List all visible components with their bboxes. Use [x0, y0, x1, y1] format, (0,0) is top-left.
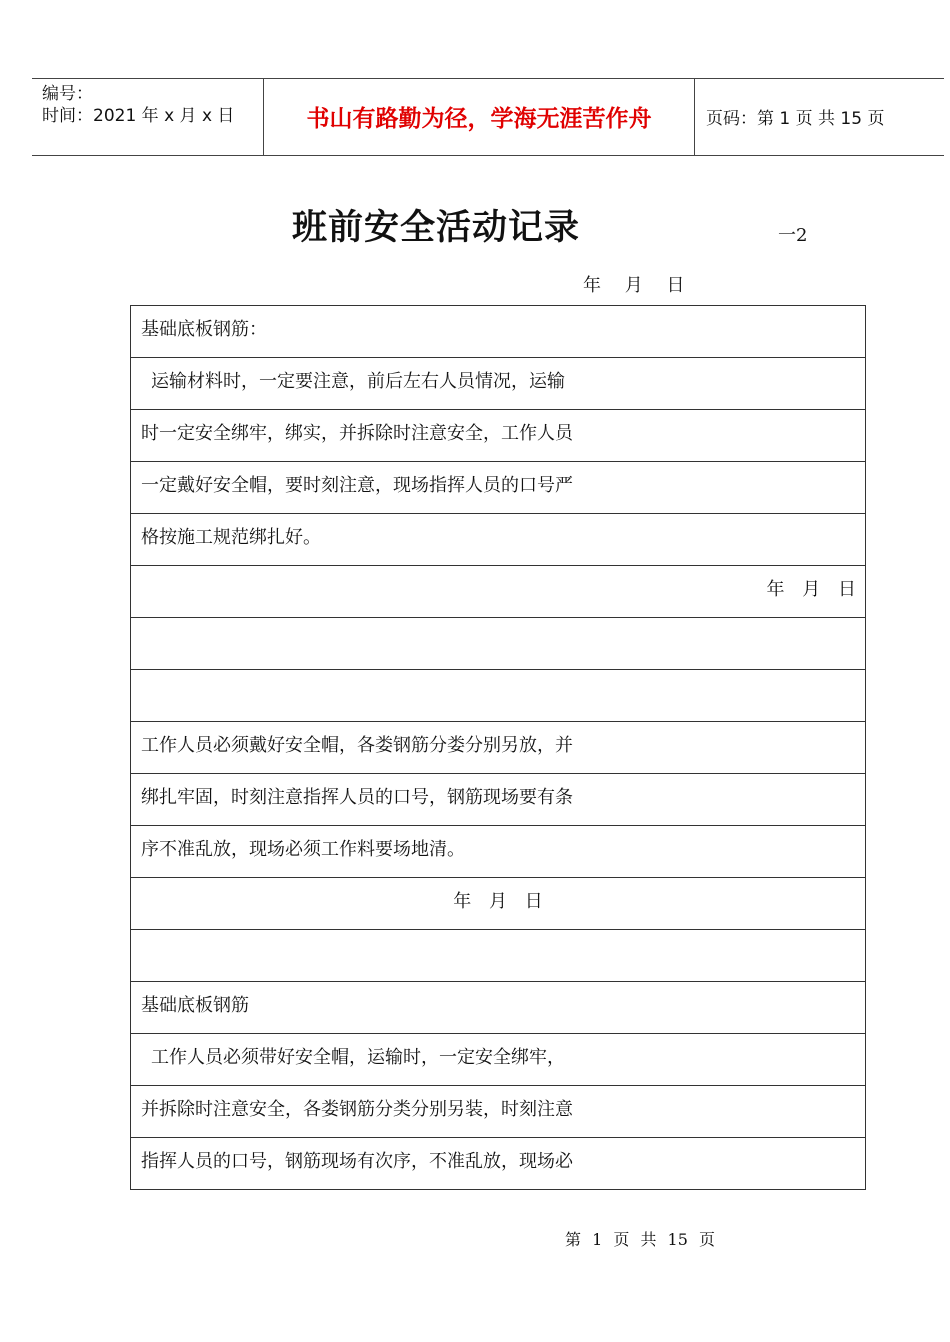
document-header	[32, 78, 944, 156]
cell-text: 并拆除时注意安全，各娄钢筋分类分别另装，时刻注意	[141, 1099, 573, 1120]
page-info: 页码：第 1 页 共 15 页	[706, 109, 885, 129]
cell-text: 运输材料时，一定要注意，前后左右人员情况，运输	[151, 371, 565, 392]
cell-text: 基础底板钢筋：	[141, 319, 267, 340]
table-row	[131, 514, 865, 566]
table-row	[131, 410, 865, 462]
table-row	[131, 826, 865, 878]
cell-text: 基础底板钢筋	[141, 995, 249, 1016]
table-row	[131, 566, 865, 618]
record-table	[130, 305, 866, 1190]
record-date: 年 月 日	[583, 275, 685, 296]
table-row	[131, 878, 865, 930]
table-row	[131, 358, 865, 410]
table-row	[131, 462, 865, 514]
table-row	[131, 982, 865, 1034]
table-row	[131, 1086, 865, 1138]
table-row	[131, 306, 865, 358]
table-row	[131, 1034, 865, 1086]
header-motto-cell	[264, 79, 695, 155]
header-info-cell	[32, 79, 264, 155]
table-row	[131, 774, 865, 826]
page-footer: 第 1 页 共 15 页	[565, 1230, 715, 1249]
cell-text: 绑扎牢固，时刻注意指挥人员的口号，钢筋现场要有条	[141, 787, 573, 808]
cell-text: 格按施工规范绑扎好。	[141, 527, 321, 548]
time-label: 时间：2021 年 x 月 x 日	[42, 106, 235, 126]
motto-text: 书山有路勤为径，学海无涯苦作舟	[306, 106, 652, 132]
cell-text: 工作人员必须戴好安全帽，各娄钢筋分娄分别另放，并	[141, 735, 573, 756]
cell-text: 序不准乱放，现场必须工作料要场地清。	[141, 839, 465, 860]
cell-text: 指挥人员的口号，钢筋现场有次序，不准乱放，现场必	[141, 1151, 573, 1172]
cell-date: 年 月 日	[766, 579, 856, 600]
table-row	[131, 930, 865, 982]
title-suffix: 一2	[778, 225, 808, 246]
cell-text: 时一定安全绑牢，绑实，并拆除时注意安全，工作人员	[141, 423, 573, 444]
table-row	[131, 618, 865, 670]
cell-date: 年 月 日	[453, 891, 543, 912]
header-page-cell	[695, 79, 944, 155]
table-row	[131, 722, 865, 774]
table-row	[131, 1138, 865, 1189]
number-label: 编号：	[42, 84, 93, 104]
cell-text: 工作人员必须带好安全帽，运输时，一定安全绑牢，	[151, 1047, 565, 1068]
page-title: 班前安全活动记录	[292, 207, 581, 248]
table-row	[131, 670, 865, 722]
cell-text: 一定戴好安全帽，要时刻注意，现场指挥人员的口号严	[141, 475, 573, 496]
